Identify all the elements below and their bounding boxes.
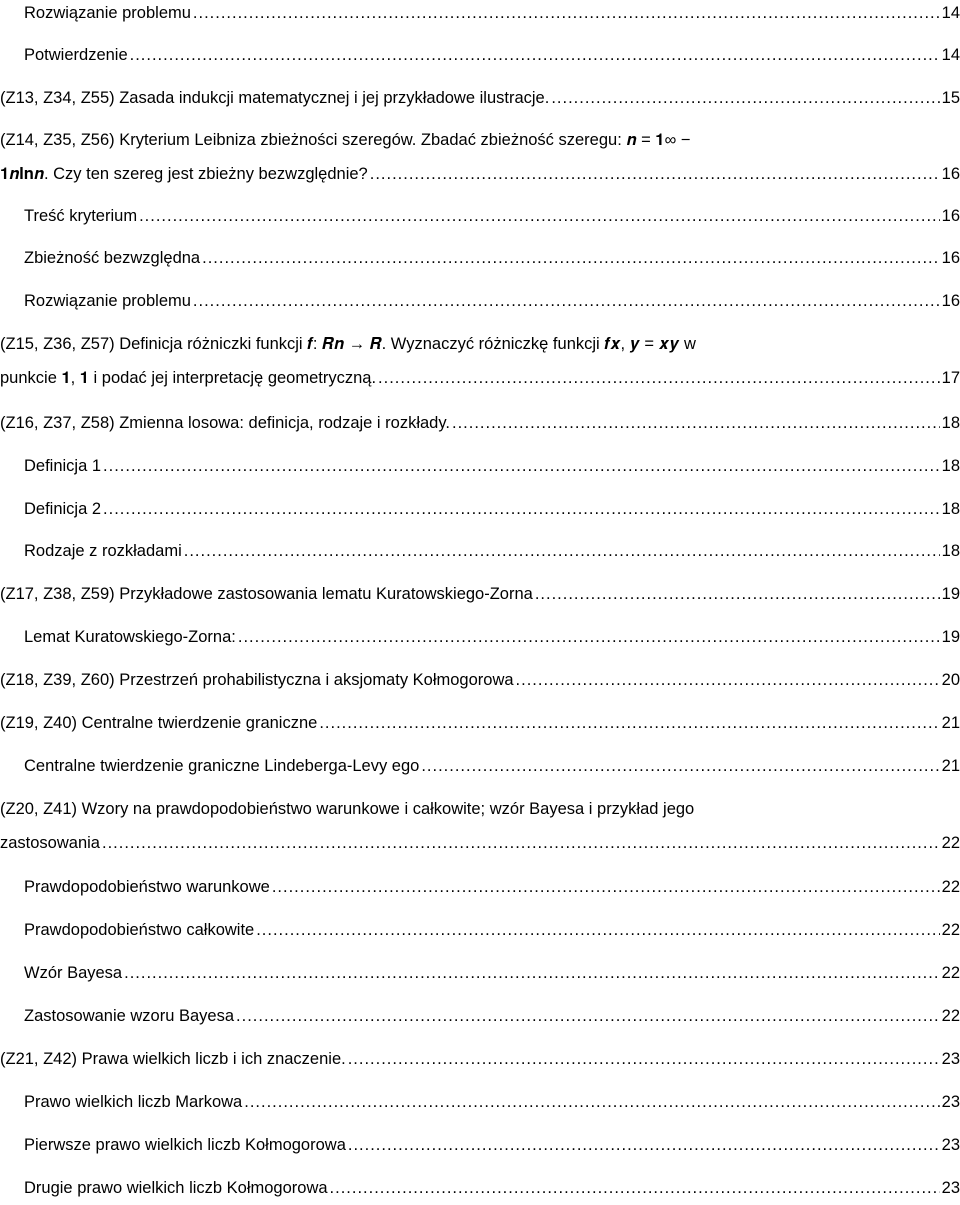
- toc-entry-z16[interactable]: [0, 410, 960, 440]
- toc-entry-page: 18: [941, 457, 960, 475]
- toc-entry-page: 20: [941, 671, 960, 689]
- toc-entry-prawdopodobienstwo-warunkowe[interactable]: [0, 874, 960, 904]
- toc-entry-title: (Z18, Z39, Z60) Przestrzeń prohabilistyczna i aksjomaty Kołmogorowa: [0, 671, 514, 689]
- toc-entry-pierwsze-prawo-kolmogorowa[interactable]: [0, 1132, 960, 1162]
- toc-entry-definicja-2[interactable]: [0, 496, 960, 526]
- toc-entry-title: Centralne twierdzenie graniczne Lindeberga-Levy ego: [24, 757, 420, 775]
- toc-entry-page: 23: [941, 1093, 960, 1111]
- dot-leader: [139, 203, 940, 229]
- toc-entry-z13[interactable]: [0, 85, 960, 115]
- toc-entry-title: Prawdopodobieństwo warunkowe: [24, 878, 270, 896]
- toc-entry-page: 18: [941, 414, 960, 432]
- toc-entry-page: 16: [941, 292, 960, 310]
- dot-leader: [516, 667, 940, 693]
- toc-entry-page: 18: [941, 500, 960, 518]
- dot-leader: [348, 1132, 940, 1158]
- dot-leader: [193, 0, 940, 26]
- toc-entry-title: Definicja 2: [24, 500, 102, 518]
- toc-entry-page: 23: [941, 1136, 960, 1154]
- toc-entry-title: Rozwiązanie problemu: [24, 4, 191, 22]
- toc-entry-title-line2: zastosowania: [0, 834, 100, 852]
- dot-leader: [272, 874, 940, 900]
- toc-entry-title: Zbieżność bezwzględna: [24, 249, 201, 267]
- toc-entry-title: Drugie prawo wielkich liczb Kołmogorowa: [24, 1179, 328, 1197]
- toc-entry-title: Zastosowanie wzoru Bayesa: [24, 1007, 235, 1025]
- toc-entry-z15[interactable]: [0, 331, 960, 395]
- dot-leader: [319, 710, 939, 736]
- toc-entry-title-line1: (Z15, Z36, Z57) Definicja różniczki funkcji 𝒇: 𝑹𝒏 → 𝑹. Wyznaczyć różniczkę funkcji 𝒇𝒙, 𝒚 = 𝒙𝒚 w: [0, 335, 696, 353]
- toc-entry-page: 15: [941, 89, 960, 107]
- toc-entry-title: (Z19, Z40) Centralne twierdzenie graniczne: [0, 714, 318, 732]
- toc-entry-page: 22: [941, 1007, 960, 1025]
- toc-entry-page: 22: [941, 964, 960, 982]
- dot-leader: [124, 960, 940, 986]
- toc-entry-tresc-kryterium[interactable]: [0, 203, 960, 233]
- toc-entry-z19[interactable]: [0, 710, 960, 740]
- dot-leader: [238, 624, 940, 650]
- dot-leader: [202, 245, 940, 271]
- toc-entry-page: 21: [941, 714, 960, 732]
- toc-entry-title: Treść kryterium: [24, 207, 138, 225]
- toc-entry-page: 16: [941, 207, 960, 225]
- toc-entry-page: 22: [941, 921, 960, 939]
- dot-leader: [256, 917, 939, 943]
- toc-entry-clt-lindeberga-levy[interactable]: [0, 753, 960, 783]
- toc-entry-title: (Z21, Z42) Prawa wielkich liczb i ich znaczenie.: [0, 1050, 346, 1068]
- toc-entry-page: 17: [941, 369, 960, 387]
- dot-leader: [130, 42, 940, 68]
- dot-leader: [535, 581, 940, 607]
- dot-leader: [421, 753, 939, 779]
- toc-entry-page: 14: [941, 4, 960, 22]
- dot-leader: [103, 453, 940, 479]
- toc-entry-page: 19: [941, 628, 960, 646]
- toc-entry-page: 23: [941, 1179, 960, 1197]
- toc-entry-rozwiazanie-problemu-2[interactable]: [0, 288, 960, 318]
- dot-leader: [244, 1089, 939, 1115]
- toc-entry-z14[interactable]: [0, 127, 960, 191]
- toc-entry-title: Rozwiązanie problemu: [24, 292, 191, 310]
- toc-entry-title: Lemat Kuratowskiego-Zorna:: [24, 628, 236, 646]
- toc-entry-z18[interactable]: [0, 667, 960, 697]
- toc-entry-drugie-prawo-kolmogorowa[interactable]: [0, 1175, 960, 1205]
- toc-entry-prawdopodobienstwo-calkowite[interactable]: [0, 917, 960, 947]
- toc-entry-title: Prawo wielkich liczb Markowa: [24, 1093, 243, 1111]
- toc-entry-title: Definicja 1: [24, 457, 102, 475]
- dot-leader: [103, 496, 940, 522]
- toc-entry-page: 21: [941, 757, 960, 775]
- toc-entry-title-line2: 𝟏𝒏𝐥𝐧𝒏. Czy ten szereg jest zbieżny bezwzględnie?: [0, 165, 368, 183]
- toc-entry-prawo-markowa[interactable]: [0, 1089, 960, 1119]
- toc-entry-title: Prawdopodobieństwo całkowite: [24, 921, 255, 939]
- toc-entry-definicja-1[interactable]: [0, 453, 960, 483]
- toc-entry-lemat-kuratowskiego-zorna[interactable]: [0, 624, 960, 654]
- toc-entry-page: 16: [941, 249, 960, 267]
- dot-leader: [330, 1175, 940, 1201]
- toc-entry-title: Rodzaje z rozkładami: [24, 542, 182, 560]
- toc-entry-title: (Z16, Z37, Z58) Zmienna losowa: definicja, rodzaje i rozkłady.: [0, 414, 450, 432]
- dot-leader: [452, 410, 940, 436]
- toc-entry-z17[interactable]: [0, 581, 960, 611]
- toc-entry-page: 23: [941, 1050, 960, 1068]
- dot-leader: [378, 365, 940, 391]
- toc-entry-zbieznosc-bezwzgledna[interactable]: [0, 245, 960, 275]
- toc-entry-title-line1: (Z14, Z35, Z56) Kryterium Leibniza zbieżności szeregów. Zbadać zbieżność szeregu: 𝒏 = 𝟏∞ −: [0, 131, 691, 149]
- toc-entry-potwierdzenie[interactable]: [0, 42, 960, 72]
- dot-leader: [102, 830, 940, 856]
- toc-entry-page: 14: [941, 46, 960, 64]
- toc-entry-title-line2: punkcie 𝟏, 𝟏 i podać jej interpretację geometryczną.: [0, 369, 377, 387]
- dot-leader: [184, 538, 940, 564]
- dot-leader: [370, 161, 940, 187]
- toc-entry-title: Potwierdzenie: [24, 46, 128, 64]
- dot-leader: [236, 1003, 940, 1029]
- dot-leader: [551, 85, 939, 111]
- toc-entry-title: Pierwsze prawo wielkich liczb Kołmogorowa: [24, 1136, 346, 1154]
- toc-entry-page: 22: [941, 878, 960, 896]
- toc-entry-page: 22: [941, 834, 960, 852]
- toc-entry-page: 16: [941, 165, 960, 183]
- toc-entry-page: 19: [941, 585, 960, 603]
- toc-entry-title: (Z13, Z34, Z55) Zasada indukcji matematycznej i jej przykładowe ilustracje.: [0, 89, 550, 107]
- toc-entry-title: (Z17, Z38, Z59) Przykładowe zastosowania lematu Kuratowskiego-Zorna: [0, 585, 533, 603]
- toc-entry-title: Wzór Bayesa: [24, 964, 123, 982]
- dot-leader: [193, 288, 940, 314]
- dot-leader: [348, 1046, 940, 1072]
- toc-entry-rozwiazanie-problemu-1[interactable]: [0, 0, 960, 30]
- toc-entry-page: 18: [941, 542, 960, 560]
- toc-entry-z20[interactable]: [0, 796, 960, 860]
- toc-entry-z21[interactable]: [0, 1046, 960, 1076]
- toc-entry-rodzaje-z-rozkladami[interactable]: [0, 538, 960, 568]
- toc-entry-zastosowanie-wzoru-bayesa[interactable]: [0, 1003, 960, 1033]
- toc-entry-title-line1: (Z20, Z41) Wzory na prawdopodobieństwo warunkowe i całkowite; wzór Bayesa i przykład jego: [0, 800, 695, 818]
- toc-entry-wzor-bayesa[interactable]: [0, 960, 960, 990]
